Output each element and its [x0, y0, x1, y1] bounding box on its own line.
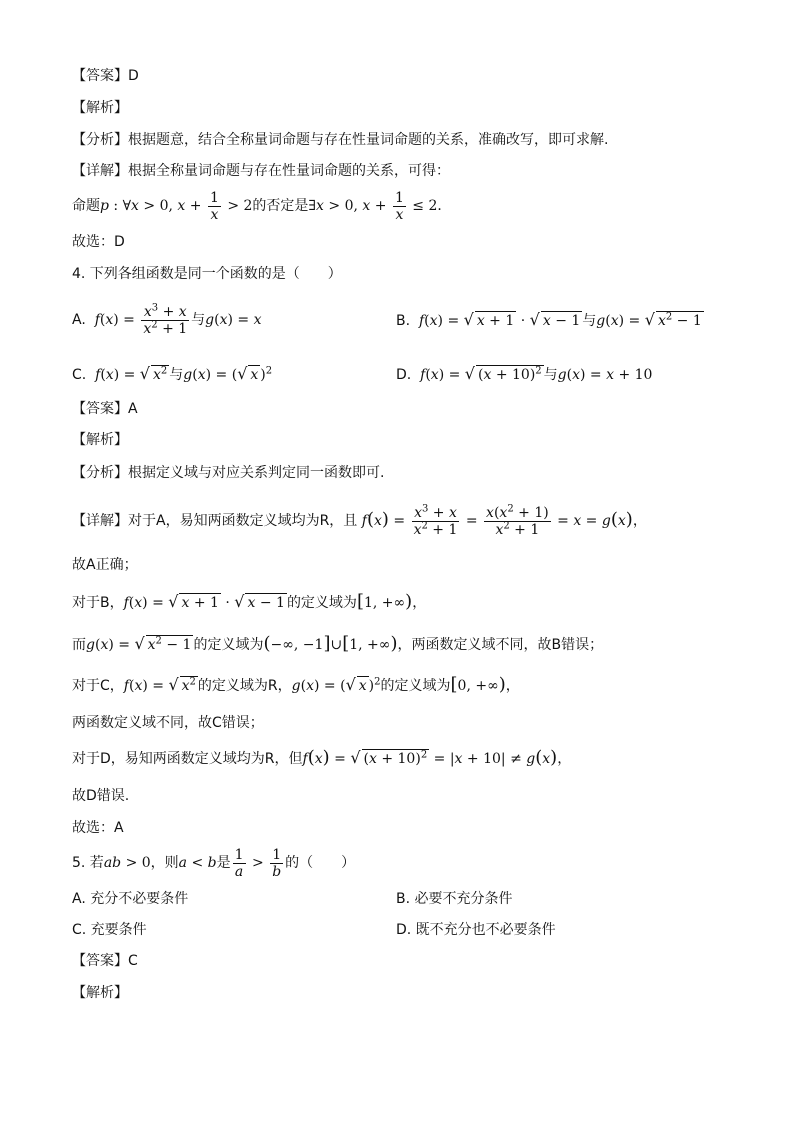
q3-xiangjie: 【详解】根据全称量词命题与存在性量词命题的关系，可得：	[72, 163, 450, 179]
q4-option-b: B. f(x) = √ x + 1 · √ x − 1 与g(x) = √ $x^2 - 1$	[396, 310, 702, 329]
q5-answer: 【答案】C	[72, 953, 138, 969]
answer-letter: D	[128, 68, 139, 84]
q5-option-c: C. 充要条件	[72, 922, 147, 938]
q4-detail-c2: 两函数定义域不同，故C错误；	[72, 715, 264, 731]
q4-option-a: A. f(x) = $\frac{x^3 + x}{x^2 + 1}$ 与g(x) = x	[72, 301, 262, 337]
q5-option-b: B. 必要不充分条件	[396, 891, 513, 907]
q3-analysis-heading: 【解析】	[72, 100, 128, 116]
answer-label: 【答案】	[72, 68, 128, 84]
q4-detail-d: 对于D，易知两函数定义域均为R，但f(x) = √ $(x + 10)^2 = |x + 10| \ne g(x)$，	[72, 747, 572, 768]
q3-proposition: 命题p : ∀x > 0, x + $\frac{1}{x}$ > 2的否定是∃x > 0, x + $\frac{1}{x}$ ≤ 2．	[72, 189, 452, 223]
q4-option-c: C. f(x) = √ $x^2$ 与g(x) = (√ x )$^2$	[72, 364, 273, 383]
q4-conclusion: 故选：A	[72, 820, 124, 836]
q4-detail-b1: 对于B，f(x) = √ x + 1 · √ x − 1 的定义域为[1, +∞)，	[72, 591, 427, 612]
q5-option-a: A. 充分不必要条件	[72, 891, 189, 907]
q4-detail-b2: 而g(x) = √ $x^2 - 1$ 的定义域为(−∞, −1]∪[1, +∞)，两函数定义域不同，故B错误；	[72, 633, 604, 654]
q5-option-d: D. 既不充分也不必要条件	[396, 922, 556, 938]
q4-option-d: D. f(x) = √ $(x + 10)^2$ 与g(x) = x + 10	[396, 364, 653, 383]
q4-detail-c1: 对于C，f(x) = √ $x^2$ 的定义域为R，g(x) = (√ x )$^2$的定义域为[0, +∞)，	[72, 674, 520, 695]
q3-answer	[72, 66, 139, 86]
q4-fenxi: 【分析】根据定义域与对应关系判定同一函数即可.	[72, 465, 385, 481]
q5-analysis-heading: 【解析】	[72, 985, 128, 1001]
q4-analysis-heading: 【解析】	[72, 432, 128, 448]
q3-fenxi: 【分析】根据题意，结合全称量词命题与存在性量词命题的关系，准确改写，即可求解.	[72, 132, 609, 148]
q4-stem: 4. 下列各组函数是同一个函数的是（ ）	[72, 266, 342, 282]
q4-detail-a-conclusion: 故A正确；	[72, 557, 138, 573]
q5-stem: 5. 若ab > 0，则a < b是 $\frac{1}{a}$ > $\frac{1}{b}$ 的（ ）	[72, 846, 356, 880]
q4-detail-d-conclusion: 故D错误.	[72, 788, 130, 804]
q4-answer: 【答案】A	[72, 401, 138, 417]
q4-detail-a: 【详解】对于A，易知两函数定义域均为R，且 f(x) = $\frac{x^3 + x}{x^2 + 1}$ = $\frac{x(x^2 + 1)}{x^2 + 1}$ = x = g(x)，	[72, 502, 647, 538]
q3-conclusion: 故选：D	[72, 234, 125, 250]
